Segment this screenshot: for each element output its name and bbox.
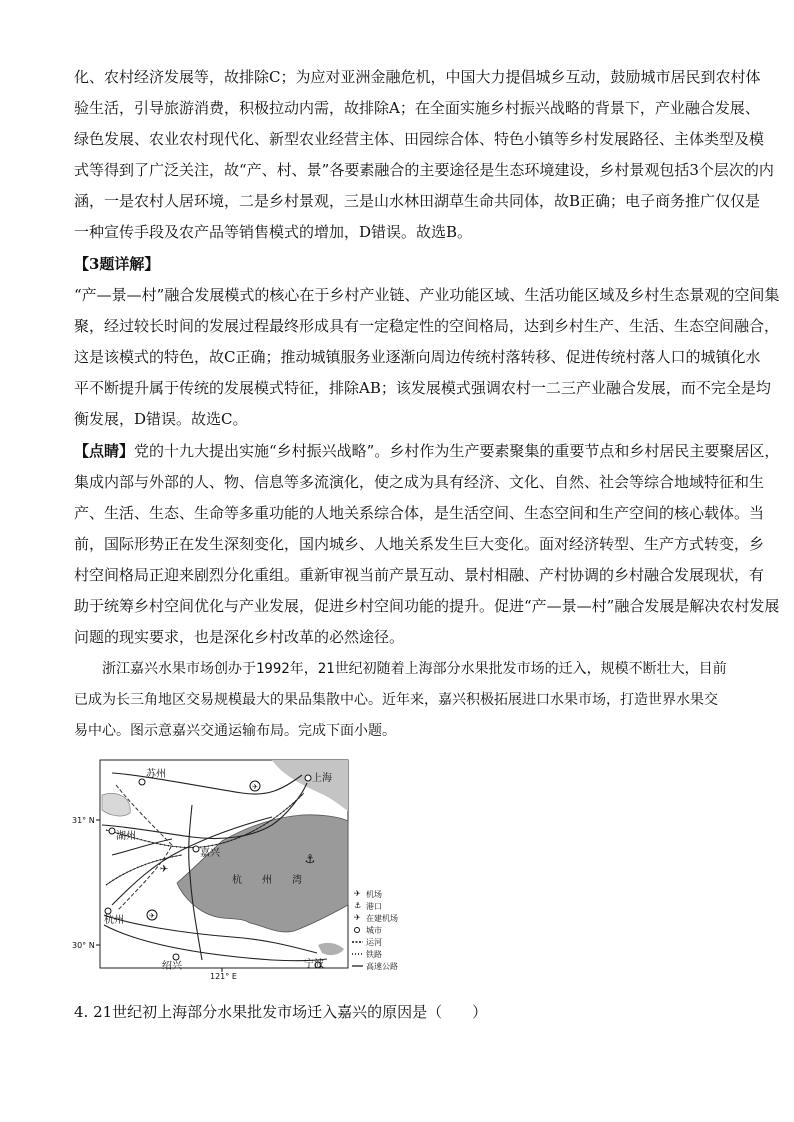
map-legend (352, 889, 398, 971)
key-point-paragraph (74, 436, 780, 653)
text-line: 助于统筹乡村空间优化与产业发展，促进乡村空间功能的提升。促进“产—景—村”融合发展是解决农村发展 (74, 597, 780, 615)
city-icon (139, 779, 145, 785)
city-label-jiaxing: 嘉兴 (200, 848, 220, 859)
city-label-shaoxing: 绍兴 (162, 961, 182, 972)
bay-label-char: 杭 (232, 875, 242, 886)
city-icon (173, 954, 179, 960)
city-icon (305, 775, 311, 781)
text-line: 村空间格局正迎来剧烈分化重组。重新审视当前产景互动、景村相融、产村协调的乡村融合发展现状，有 (74, 566, 765, 584)
legend-city-icon (355, 928, 360, 933)
city-icon (105, 908, 111, 914)
city-label-hangzhou: 杭州 (104, 915, 124, 926)
text-line: 平不断提升属于传统的发展模式特征，排除AB；该发展模式强调农村一二三产业融合发展，而不完全是均 (74, 379, 771, 397)
city-label-suzhou: 苏州 (146, 769, 166, 780)
answer-paragraph-2 (74, 62, 774, 248)
legend-airport-label: 机场 (366, 890, 382, 899)
material-paragraph (74, 654, 727, 747)
text-line: 涵，一是农村人居环境，二是乡村景观，三是山水林田湖草生命共同体，故B正确；电子商务推广仅仅是 (74, 192, 761, 210)
legend-under-construction-label: 在建机场 (366, 914, 398, 923)
text-line: “产—景—村”融合发展模式的核心在于乡村产业链、产业功能区域、生活功能区域及乡村生态景观的空间集 (74, 286, 780, 304)
text-line: 衡发展，D错误。故选C。 (74, 410, 248, 428)
city-label-huzhou: 湖州 (116, 831, 136, 842)
city-icon (193, 846, 199, 852)
city-label-shanghai: 上海 (312, 773, 332, 784)
legend-canal-label: 运河 (366, 938, 382, 947)
latitude-label-31: 31° N (72, 816, 95, 825)
legend-port-icon: ⚓ (354, 901, 362, 910)
text-line: 聚，经过较长时间的发展过程最终形成具有一定稳定性的空间格局，达到乡村生产、生活、生态空间融合， (74, 317, 780, 335)
legend-airport-under-construction-icon: ✈ (354, 913, 361, 922)
text-line: 式等得到了广泛关注，故“产、村、景”各要素融合的主要途径是生态环境建设，乡村景观包括3个层次的内 (74, 161, 774, 179)
text-line: 已成为长三角地区交易规模最大的果品集散中心。近年来，嘉兴积极拓展进口水果市场，打造世界水果交 (74, 692, 718, 708)
longitude-label-121: 121° E (210, 972, 237, 981)
answer-paragraph-3 (74, 280, 780, 435)
key-point-first-line: 党的十九大提出实施“乡村振兴战略”。乡村作为生产要素聚集的重要节点和乡村居民主要聚居区， (134, 442, 780, 460)
map-svg (72, 755, 432, 985)
bay-label-char: 湾 (292, 875, 302, 886)
legend-port-label: 港口 (366, 902, 382, 911)
text-line: 一种宣传手段及农产品等销售模式的增加，D错误。故选B。 (74, 223, 473, 241)
bay-label-char: 州 (262, 875, 272, 886)
text-line: 问题的现实要求，也是深化乡村改革的必然途径。 (74, 628, 405, 646)
airport-glyph: ✈ (149, 912, 155, 920)
section-heading-q3: 【3题详解】 (74, 255, 160, 273)
port-icon: ⚓ (304, 852, 316, 866)
legend-city-label: 城市 (366, 926, 382, 935)
text-line: 绿色发展、农业农村现代化、新型农业经营主体、田园综合体、特色小镇等乡村发展路径、主体类型及模 (74, 130, 765, 148)
text-line: 前，国际形势正在发生深刻变化，国内城乡、人地关系发生巨大变化。面对经济转型、生产方式转变，乡 (74, 535, 765, 553)
text-line: 集成内部与外部的人、物、信息等多流演化，使之成为具有经济、文化、自然、社会等综合地域特征和生 (74, 473, 765, 491)
text-line (74, 436, 780, 467)
key-point-label: 【点睛】 (74, 442, 135, 460)
text-line: 浙江嘉兴水果市场创办于1992年，21世纪初随着上海部分水果批发市场的迁入，规模不断壮大，目前 (102, 661, 727, 677)
text-line: 易中心。图示意嘉兴交通运输布局。完成下面小题。 (74, 723, 396, 739)
text-line: 产、生活、生态、生命等多重功能的人地关系综合体，是生活空间、生态空间和生产空间的核心载体。当 (74, 504, 765, 522)
jiaxing-transport-map (72, 755, 432, 985)
text-line: 化、农村经济发展等，故排除C；为应对亚洲金融危机，中国大力提倡城乡互动，鼓励城市居民到农村体 (74, 68, 761, 86)
airport-under-construction-icon: ✈ (159, 864, 169, 875)
legend-airport-icon: ✈ (354, 889, 361, 898)
text-line: 验生活，引导旅游消费，积极拉动内需，故排除A；在全面实施乡村振兴战略的背景下，产业融合发展、 (74, 99, 760, 117)
text-line: 这是该模式的特色，故C正确；推动城镇服务业逐渐向周边传统村落转移、促进传统村落人口的城镇化水 (74, 348, 761, 366)
question-4: 4. 21世纪初上海部分水果批发市场迁入嘉兴的原因是（ ） (74, 1003, 488, 1021)
legend-highway-label: 高速公路 (366, 962, 398, 971)
airport-glyph: ✈ (252, 783, 258, 791)
city-label-ningbo: 宁波 (304, 959, 324, 970)
legend-railway-label: 铁路 (366, 950, 382, 959)
city-icon (109, 828, 115, 834)
latitude-label-30: 30° N (72, 941, 95, 950)
